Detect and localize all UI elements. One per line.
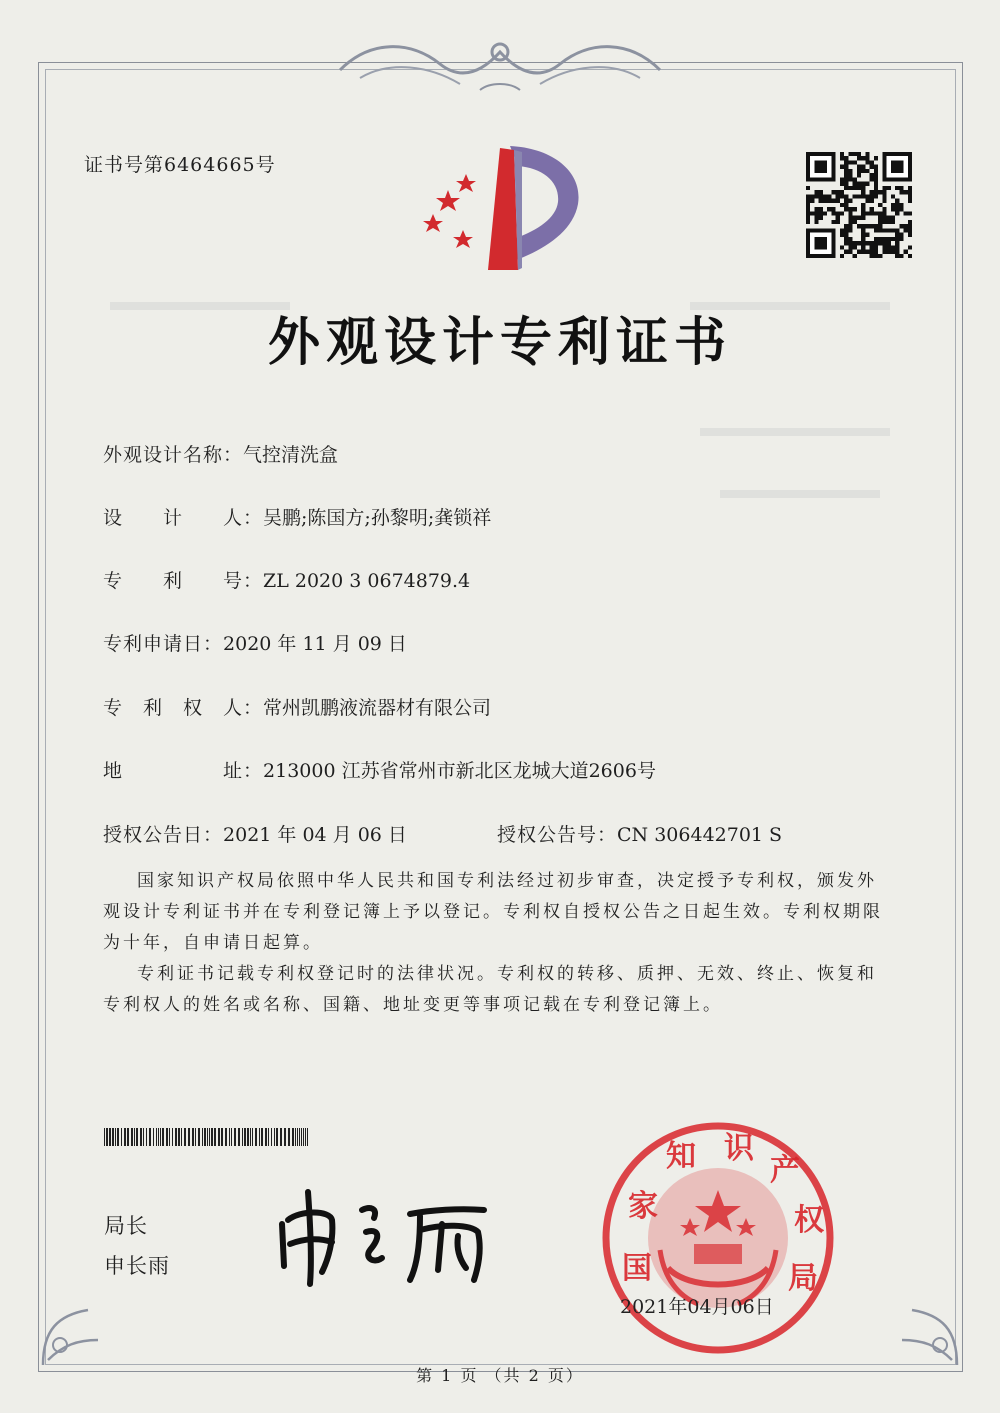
qr-code [806,152,912,258]
certificate-number: 证书号第6464665号 [84,154,276,176]
field-patent-number [103,566,470,593]
field-designer [103,503,491,530]
field-value: 2021 年 04 月 06 日 [223,824,407,846]
field-value: 2020 年 11 月 09 日 [223,633,407,655]
field-grant-number [497,820,782,847]
director-signature [270,1180,500,1290]
field-value: 常州凯鹏液流器材有限公司 [263,697,492,719]
field-grant-date [103,820,407,847]
field-value: ZL 2020 3 0674879.4 [263,570,471,592]
director-title: 局长 [104,1214,148,1238]
corner-ornament-right [892,1300,962,1370]
patent-office-logo [418,142,588,272]
field-label: 专利申请日： [103,633,224,655]
field-label: 专 利 权 人： [103,697,264,719]
seal-date: 2021年04月06日 [620,1296,774,1318]
field-value: CN 306442701 S [617,824,783,846]
director-name: 申长雨 [104,1254,170,1278]
field-address [103,756,656,783]
watermark-line [720,490,880,498]
field-label: 授权公告日： [103,824,224,846]
field-label: 外观设计名称： [103,444,244,466]
official-seal [598,1118,838,1358]
field-value: 吴鹏;陈国方;孙黎明;龚锁祥 [263,507,492,529]
field-label: 授权公告号： [497,824,618,846]
svg-text:国 家 知 识 产: 国 家 知 识 产 权 局 [622,1131,824,1296]
field-design-name [103,440,338,467]
page-number: 第 1 页 （共 2 页） [416,1366,584,1385]
field-value: 213000 江苏省常州市新北区龙城大道2606号 [263,760,656,782]
field-label: 地 址： [103,760,264,782]
field-application-date [103,629,407,656]
certificate-title: 外观设计专利证书 [267,313,732,373]
corner-ornament-left [38,1300,108,1370]
field-label: 专 利 号： [103,570,264,592]
field-patentee [103,693,491,720]
barcode [104,1128,309,1146]
statement-paragraph: 国家知识产权局依照中华人民共和国专利法经过初步审查，决定授予专利权，颁发外观设计专利证书并在专利登记簿上予以登记。专利权自授权公告之日起生效。专利权期限为十年，自申请日起算。 [103,871,883,953]
field-value: 气控清洗盒 [243,444,339,466]
watermark-line [690,302,890,310]
watermark-line [700,428,890,436]
top-ornament [330,30,670,100]
watermark-line [110,302,290,310]
field-label: 设 计 人： [103,507,264,529]
statement-paragraph: 专利证书记载专利权登记时的法律状况。专利权的转移、质押、无效、终止、恢复和专利权人的姓名或名称、国籍、地址变更等事项记载在专利登记簿上。 [103,964,877,1015]
